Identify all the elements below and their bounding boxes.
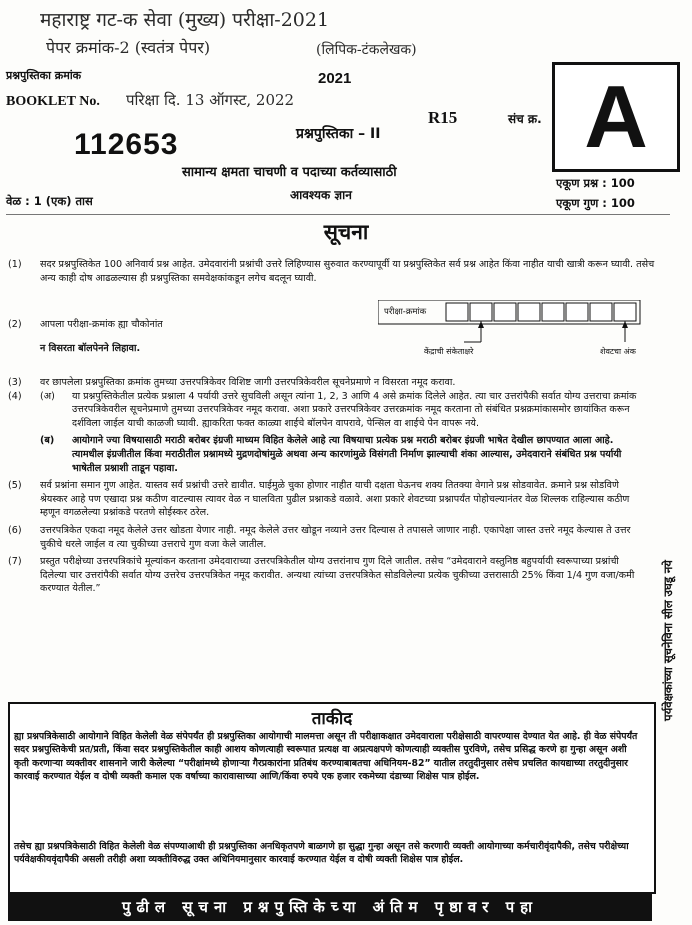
instruction-number: (3) xyxy=(8,377,22,388)
year: 2021 xyxy=(318,70,352,87)
header-divider xyxy=(6,214,670,215)
instruction-3 xyxy=(8,376,648,390)
instruction-number: (6) xyxy=(8,524,22,536)
instruction-text: या प्रश्नपुस्तिकेतील प्रत्येक प्रश्नाला 4 पर्यायी उत्तरे सुचविली असून त्यांना 1, 2, 3 आणि 4 असे क्रमांक दिलेले आहेत. त्या चार उत्तरांपैकी सर्वात योग्य उत्तराचा क्रमांक उत्तरपत्रिकेवरील सूचनेप्रमाणे तुमच्या उत्तरपत्रिकेवर नमूद करावा. अशा प्रकारे उत्तरपत्रिकेवर उत्तरक्रमांक नमूद करताना तो संबंधित प्रश्नक्रमांकासमोर छायांकित करून दर्शविला जाईल याची काळजी घ्यावी. ह्याकरिता फक्त काळ्या शाईचे बॉलपेन वापरावे, पेन्सिल वा शाईचे पेन वापरू नये. xyxy=(72,390,637,429)
instruction-5 xyxy=(8,479,648,520)
booklet-code: R15 xyxy=(428,108,458,127)
instruction-number: (1) xyxy=(8,259,22,270)
footer-text: पुढील सूचना प्रश्नपुस्तिकेच्या अंतिम पृष्ठावर पहा xyxy=(122,898,538,916)
handwritten-post-name: (लिपिक-टंकलेखक) xyxy=(316,42,417,58)
instruction-4a xyxy=(8,390,648,431)
instruction-text: उत्तरपत्रिकेत एकदा नमूद केलेले उत्तर खोडता येणार नाही. नमूद केलेले उत्तर खोडून नव्याने उत्तर दिल्यास ते तपासले जाणार नाही. एकापेक्षा जास्त उत्तरे नमूद केल्यास ते उत्तर चुकीचे धरले जाईल व त्या चुकीच्या उत्तराचे गुण वजा केले जातील. xyxy=(40,524,631,550)
handwritten-exam-date: परिक्षा दि. 13 ऑगस्ट, 2022 xyxy=(126,91,295,109)
instruction-6 xyxy=(8,524,648,551)
booklet-label-marathi: प्रश्नपुस्तिका क्रमांक xyxy=(6,69,82,82)
instruction-number: (4) xyxy=(8,390,22,402)
instruction-text: प्रस्तुत परीक्षेच्या उत्तरपत्रिकांचे मूल्यांकन करताना उमेदवाराच्या उत्तरपत्रिकेतील योग्य उत्तरांनाच गुण दिले जातील. तसेच “उमेदवाराने वस्तुनिष्ठ बहुपर्यायी स्वरूपाच्या प्रश्नांची दिलेल्या चार उत्तरांपैकी सर्वात योग्य उत्तरेच उत्तरपत्रिकेत नमूद करावीत. अन्यथा त्यांच्या उत्तरपत्रिकेत सोडविलेल्या प्रत्येक चुकीच्या उत्तरासाठी 25% किंवा 1/4 गुण वजा/कमी करण्यात येतील.” xyxy=(40,556,635,595)
instructions-heading: सूचना xyxy=(323,220,369,244)
instruction-text: सदर प्रश्नपुस्तिकेत 100 अनिवार्य प्रश्न आहेत. उमेदवारांनी प्रश्नांची उत्तरे लिहिण्यास सुरुवात करण्यापूर्वी या प्रश्नपुस्तिकेत सर्व प्रश्न आहेत किंवा नाहीत याची खात्री करून घ्यावी. तसेच अन्य काही दोष आढळल्यास ही प्रश्नपुस्तिका समवेक्षकांकडून लगेच बदलून घ्यावी. xyxy=(40,259,655,284)
handwritten-paper-number: पेपर क्रमांक-2 (स्वतंत्र पेपर) xyxy=(46,38,211,57)
instructions-main xyxy=(8,376,648,596)
footer-banner xyxy=(8,893,652,921)
instruction-number: (2) xyxy=(8,319,22,330)
instruction-2 xyxy=(8,318,368,355)
warning-title: ताकीद xyxy=(311,709,353,729)
seal-warning-text: पर्यवेक्षकांच्या सूचनेविना सील उघडू नये xyxy=(660,559,675,721)
set-letter-box xyxy=(552,62,680,172)
warning-paragraph-1: ह्या प्रश्नपत्रिकेसाठी आयोगाने विहित केलेली वेळ संपेपर्यंत ही प्रश्नपुस्तिका आयोगाची मालमत्ता असून ती परीक्षाकक्षात उमेदवाराला परीक्षेसाठी वापरण्यास देण्यात येत आहे. ही वेळ संपेपर्यंत सदर प्रश्नपुस्तिकेची प्रत/प्रती, किंवा सदर प्रश्नपुस्तिकेतील काही आशय कोणत्याही स्वरूपात प्रत्यक्ष वा अप्रत्यक्षपणे कोणत्याही व्यक्तीस पुरविणे, तसेच प्रसिद्ध करणे हा गुन्हा असून अशी कृती करणाऱ्या व्यक्तीवर शासनाने जारी केलेल्या “परीक्षांमध्ये होणाऱ्या गैरप्रकारांना प्रतिबंध करण्याबाबतचा अधिनियम-82” यातील तरतुदीनुसार तसेच प्रचलित कायद्याच्या तरतुदीनुसार कारवाई करण्यात येईल व दोषी व्यक्ती कमाल एक वर्षाच्या कारावासाच्या आणि/किंवा रुपये एक हजार रकमेच्या दंडाच्या शिक्षेस पात्र होईल. xyxy=(14,731,638,783)
total-marks: एकूण गुण : 100 xyxy=(556,196,635,210)
instruction-text: सर्व प्रश्नांना समान गुण आहेत. यास्तव सर्व प्रश्नांची उत्तरे द्यावीत. घाईमुळे चुका होणार नाहीत याची दक्षता घेऊनच शक्य तितक्या वेगाने प्रश्न सोडवावेत. क्रमाने प्रश्न सोडविणे श्रेयस्कर आहे पण एखादा प्रश्न कठीण वाटल्यास त्यावर वेळ न घालविता पुढील प्रश्नाकडे वळावे. अशा प्रकारे शेवटच्या प्रश्नापर्यंत पोहोचल्यानंतर वेळ शिल्लक राहिल्यास कठीण म्हणून वगळलेल्या प्रश्नांकडे परतणे सोईस्कर ठरेल. xyxy=(40,480,630,519)
instruction-text: आपला परीक्षा-क्रमांक ह्या चौकोनांत xyxy=(40,319,163,330)
roll-box-end-label: शेवटचा अंक xyxy=(600,347,636,356)
instruction-text-bold: न विसरता बॉलपेनने लिहावा. xyxy=(40,342,141,354)
instruction-1 xyxy=(8,258,668,285)
booklet-number: 112653 xyxy=(74,128,179,161)
instruction-number: (5) xyxy=(8,480,22,492)
warning-paragraph-2: तसेच ह्या प्रश्नपत्रिकेसाठी विहित केलेली वेळ संपण्याआधी ही प्रश्नपुस्तिका अनधिकृतपणे बाळगणे हा सुद्धा गुन्हा असून तसे करणारी व्यक्ती आयोगाच्या कर्मचारीवृंदापैकी, तसेच परीक्षेच्या पर्यवेक्षकीयवृंदापैकी असली तरीही अशा व्यक्तीविरुद्ध उक्त अधिनियमानुसार कारवाई करण्यात येईल व दोषी व्यक्ती शिक्षेस पात्र होईल. xyxy=(14,841,629,866)
instruction-text: आयोगाने ज्या विषयासाठी मराठी बरोबर इंग्रजी माध्यम विहित केलेले आहे त्या विषयाचा प्रत्येक प्रश्न मराठी बरोबर इंग्रजी भाषेत देखील छापण्यात आला आहे. त्यामधील इंग्रजीतील किंवा मराठीतील प्रश्नामध्ये मुद्रणदोषांमुळे अथवा अन्य कारणांमुळे विसंगती निर्माण झाल्याची शंका आल्यास, उमेदवाराने संबंधित प्रश्न पर्यायी भाषेतील प्रश्नाशी ताडून पहावा. xyxy=(72,435,622,474)
warning-box xyxy=(8,702,656,894)
instruction-number: (7) xyxy=(8,556,22,568)
seal-warning-side-text xyxy=(657,380,679,900)
total-questions: एकूण प्रश्न : 100 xyxy=(556,176,635,190)
instruction-sub-label: (ब) xyxy=(40,435,55,447)
roll-number-box-area xyxy=(378,300,650,360)
set-label: संच क्र. xyxy=(508,112,542,126)
handwritten-exam-name: महाराष्ट्र गट-क सेवा (मुख्य) परीक्षा-2021 xyxy=(40,9,330,31)
instruction-sub-label: (अ) xyxy=(40,390,55,402)
roll-box-label: परीक्षा-क्रमांक xyxy=(384,307,427,317)
roll-box-center-label: केंद्राची संकेताक्षरे xyxy=(424,347,474,356)
instruction-7 xyxy=(8,555,648,596)
time-allowed: वेळ : 1 (एक) तास xyxy=(6,194,93,208)
set-letter: A xyxy=(584,67,648,166)
subject-line-2: आवश्यक ज्ञान xyxy=(290,188,352,202)
instruction-4b xyxy=(8,434,648,475)
instruction-text: वर छापलेला प्रश्नपुस्तिका क्रमांक तुमच्या उत्तरपत्रिकेवर विशिष्ट जागी उत्तरपत्रिकेवरील सूचनेप्रमाणे न विसरता नमूद करावा. xyxy=(40,377,456,388)
subject-line-1: सामान्य क्षमता चाचणी व पदाच्या कर्तव्यासाठी xyxy=(182,165,397,180)
booklet-label-english: BOOKLET No. xyxy=(6,94,100,109)
instruction-2-block xyxy=(8,318,368,355)
booklet-title: प्रश्नपुस्तिका – II xyxy=(296,126,381,142)
instructions-top xyxy=(8,258,668,285)
